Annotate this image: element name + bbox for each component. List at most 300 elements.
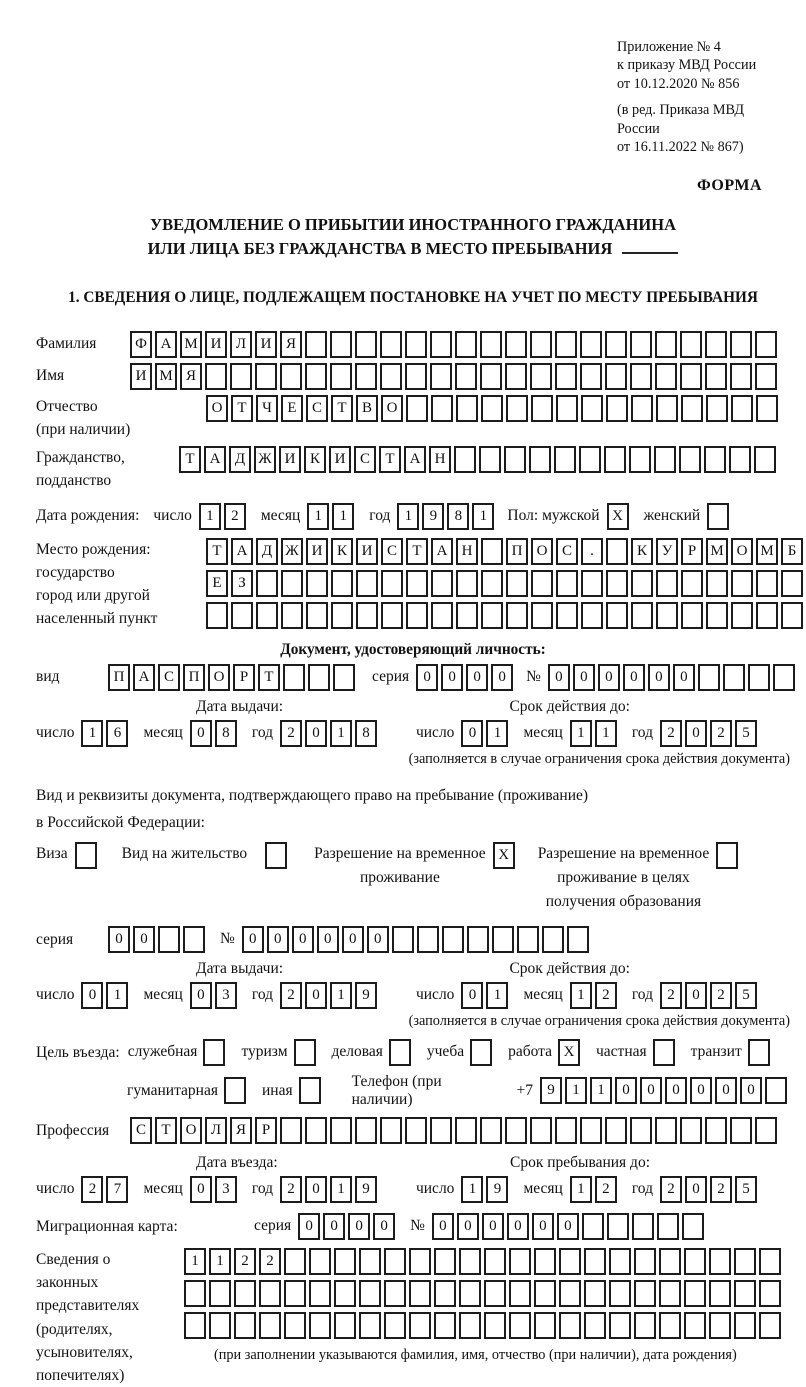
form-cell[interactable]: И bbox=[356, 538, 378, 565]
form-cell[interactable]: 1 bbox=[595, 720, 617, 747]
form-cell[interactable] bbox=[230, 363, 252, 390]
form-cell[interactable] bbox=[705, 1117, 727, 1144]
form-cell[interactable]: 0 bbox=[342, 926, 364, 953]
form-cell[interactable]: 0 bbox=[740, 1077, 762, 1104]
form-cell[interactable] bbox=[580, 363, 602, 390]
form-cell[interactable] bbox=[730, 1117, 752, 1144]
form-cell[interactable] bbox=[430, 1117, 452, 1144]
form-cell[interactable]: 9 bbox=[355, 982, 377, 1009]
form-cell[interactable] bbox=[634, 1280, 656, 1307]
form-cell[interactable] bbox=[384, 1312, 406, 1339]
form-cell[interactable] bbox=[709, 1280, 731, 1307]
form-cell[interactable] bbox=[481, 602, 503, 629]
form-cell[interactable] bbox=[209, 1312, 231, 1339]
form-cell[interactable] bbox=[484, 1312, 506, 1339]
form-cell[interactable]: 0 bbox=[665, 1077, 687, 1104]
form-cell[interactable] bbox=[606, 395, 628, 422]
form-cell[interactable]: 0 bbox=[190, 982, 212, 1009]
form-cell[interactable] bbox=[765, 1077, 787, 1104]
form-cell[interactable] bbox=[455, 363, 477, 390]
form-cell[interactable] bbox=[530, 1117, 552, 1144]
form-cell[interactable] bbox=[605, 363, 627, 390]
form-cell[interactable] bbox=[306, 570, 328, 597]
form-cell[interactable] bbox=[756, 395, 778, 422]
form-cell[interactable] bbox=[481, 538, 503, 565]
form-cell[interactable]: 9 bbox=[486, 1176, 508, 1203]
form-cell[interactable] bbox=[634, 1248, 656, 1275]
form-cell[interactable] bbox=[158, 926, 180, 953]
form-cell[interactable]: 2 bbox=[280, 1176, 302, 1203]
form-cell[interactable] bbox=[531, 602, 553, 629]
form-cell[interactable] bbox=[430, 363, 452, 390]
form-cell[interactable] bbox=[479, 446, 501, 473]
form-cell[interactable]: А bbox=[231, 538, 253, 565]
form-cell[interactable] bbox=[556, 570, 578, 597]
form-cell[interactable]: 1 bbox=[330, 720, 352, 747]
form-cell[interactable] bbox=[706, 395, 728, 422]
form-cell[interactable] bbox=[567, 926, 589, 953]
form-cell[interactable] bbox=[384, 1248, 406, 1275]
form-cell[interactable] bbox=[680, 1117, 702, 1144]
form-cell[interactable] bbox=[355, 363, 377, 390]
form-cell[interactable] bbox=[659, 1312, 681, 1339]
form-cell[interactable] bbox=[698, 664, 720, 691]
form-cell[interactable] bbox=[705, 363, 727, 390]
form-cell[interactable] bbox=[384, 1280, 406, 1307]
form-cell[interactable] bbox=[684, 1248, 706, 1275]
form-cell[interactable]: 2 bbox=[660, 720, 682, 747]
form-cell[interactable] bbox=[606, 602, 628, 629]
form-cell[interactable] bbox=[184, 1312, 206, 1339]
form-cell[interactable]: 1 bbox=[590, 1077, 612, 1104]
form-cell[interactable] bbox=[605, 1117, 627, 1144]
form-cell[interactable] bbox=[359, 1280, 381, 1307]
form-cell[interactable] bbox=[657, 1213, 679, 1240]
form-cell[interactable]: А bbox=[404, 446, 426, 473]
form-cell[interactable]: 0 bbox=[685, 982, 707, 1009]
form-cell[interactable]: С bbox=[306, 395, 328, 422]
form-cell[interactable] bbox=[305, 331, 327, 358]
form-cell[interactable]: 0 bbox=[373, 1213, 395, 1240]
form-cell[interactable] bbox=[730, 363, 752, 390]
form-cell[interactable] bbox=[609, 1248, 631, 1275]
form-cell[interactable] bbox=[659, 1280, 681, 1307]
form-cell[interactable]: Л bbox=[230, 331, 252, 358]
form-cell[interactable]: Н bbox=[456, 538, 478, 565]
form-cell[interactable]: О bbox=[208, 664, 230, 691]
form-cell[interactable] bbox=[256, 570, 278, 597]
form-cell[interactable]: 5 bbox=[735, 982, 757, 1009]
form-cell[interactable]: 0 bbox=[623, 664, 645, 691]
form-cell[interactable]: 5 bbox=[735, 720, 757, 747]
form-cell[interactable]: 1 bbox=[397, 503, 419, 530]
form-cell[interactable]: 2 bbox=[224, 503, 246, 530]
form-cell[interactable]: 0 bbox=[323, 1213, 345, 1240]
form-cell[interactable]: . bbox=[581, 538, 603, 565]
form-cell[interactable]: 0 bbox=[648, 664, 670, 691]
form-cell[interactable]: Н bbox=[429, 446, 451, 473]
form-cell[interactable]: 0 bbox=[81, 982, 103, 1009]
form-cell[interactable]: X bbox=[607, 503, 629, 530]
form-cell[interactable] bbox=[580, 331, 602, 358]
form-cell[interactable] bbox=[681, 395, 703, 422]
form-cell[interactable]: Е bbox=[206, 570, 228, 597]
form-cell[interactable]: К bbox=[631, 538, 653, 565]
form-cell[interactable] bbox=[183, 926, 205, 953]
form-cell[interactable]: П bbox=[108, 664, 130, 691]
form-cell[interactable] bbox=[381, 570, 403, 597]
form-cell[interactable] bbox=[309, 1312, 331, 1339]
form-cell[interactable] bbox=[630, 363, 652, 390]
form-cell[interactable] bbox=[356, 570, 378, 597]
form-cell[interactable] bbox=[716, 842, 738, 869]
form-cell[interactable]: 0 bbox=[305, 982, 327, 1009]
form-cell[interactable] bbox=[284, 1280, 306, 1307]
form-cell[interactable]: 1 bbox=[184, 1248, 206, 1275]
form-cell[interactable]: Т bbox=[379, 446, 401, 473]
form-cell[interactable] bbox=[280, 363, 302, 390]
form-cell[interactable] bbox=[531, 570, 553, 597]
form-cell[interactable] bbox=[581, 570, 603, 597]
form-cell[interactable]: 0 bbox=[133, 926, 155, 953]
form-cell[interactable] bbox=[755, 331, 777, 358]
form-cell[interactable] bbox=[417, 926, 439, 953]
form-cell[interactable] bbox=[656, 570, 678, 597]
form-cell[interactable] bbox=[582, 1213, 604, 1240]
form-cell[interactable] bbox=[455, 331, 477, 358]
form-cell[interactable] bbox=[406, 570, 428, 597]
form-cell[interactable] bbox=[709, 1312, 731, 1339]
form-cell[interactable]: 0 bbox=[267, 926, 289, 953]
form-cell[interactable] bbox=[606, 538, 628, 565]
form-cell[interactable] bbox=[299, 1077, 321, 1104]
form-cell[interactable] bbox=[456, 602, 478, 629]
form-cell[interactable]: 0 bbox=[557, 1213, 579, 1240]
form-cell[interactable] bbox=[730, 331, 752, 358]
form-cell[interactable] bbox=[355, 1117, 377, 1144]
form-cell[interactable]: 6 bbox=[106, 720, 128, 747]
form-cell[interactable]: 0 bbox=[317, 926, 339, 953]
form-cell[interactable]: 2 bbox=[710, 1176, 732, 1203]
form-cell[interactable] bbox=[459, 1280, 481, 1307]
form-cell[interactable] bbox=[748, 664, 770, 691]
form-cell[interactable]: С bbox=[354, 446, 376, 473]
form-cell[interactable] bbox=[431, 570, 453, 597]
form-cell[interactable] bbox=[731, 395, 753, 422]
form-cell[interactable] bbox=[707, 503, 729, 530]
form-cell[interactable]: И bbox=[130, 363, 152, 390]
form-cell[interactable] bbox=[531, 395, 553, 422]
form-cell[interactable] bbox=[530, 363, 552, 390]
form-cell[interactable] bbox=[517, 926, 539, 953]
form-cell[interactable] bbox=[334, 1280, 356, 1307]
form-cell[interactable]: Ф bbox=[130, 331, 152, 358]
form-cell[interactable]: С bbox=[381, 538, 403, 565]
form-cell[interactable]: 1 bbox=[486, 982, 508, 1009]
form-cell[interactable]: 2 bbox=[259, 1248, 281, 1275]
form-cell[interactable] bbox=[706, 570, 728, 597]
form-cell[interactable]: Ч bbox=[256, 395, 278, 422]
form-cell[interactable]: 0 bbox=[298, 1213, 320, 1240]
form-cell[interactable] bbox=[380, 331, 402, 358]
form-cell[interactable]: 2 bbox=[660, 982, 682, 1009]
form-cell[interactable] bbox=[681, 570, 703, 597]
form-cell[interactable] bbox=[505, 331, 527, 358]
form-cell[interactable]: 0 bbox=[348, 1213, 370, 1240]
form-cell[interactable] bbox=[581, 602, 603, 629]
form-cell[interactable]: Л bbox=[205, 1117, 227, 1144]
form-cell[interactable] bbox=[431, 395, 453, 422]
form-cell[interactable] bbox=[306, 602, 328, 629]
form-cell[interactable] bbox=[456, 570, 478, 597]
form-cell[interactable]: X bbox=[558, 1039, 580, 1066]
form-cell[interactable]: О bbox=[180, 1117, 202, 1144]
form-cell[interactable] bbox=[731, 570, 753, 597]
form-cell[interactable]: 9 bbox=[355, 1176, 377, 1203]
form-cell[interactable]: 1 bbox=[330, 982, 352, 1009]
form-cell[interactable] bbox=[409, 1248, 431, 1275]
form-cell[interactable]: 0 bbox=[108, 926, 130, 953]
form-cell[interactable] bbox=[234, 1312, 256, 1339]
form-cell[interactable]: Т bbox=[231, 395, 253, 422]
form-cell[interactable]: 2 bbox=[234, 1248, 256, 1275]
form-cell[interactable] bbox=[442, 926, 464, 953]
form-cell[interactable] bbox=[759, 1248, 781, 1275]
form-cell[interactable]: 0 bbox=[461, 982, 483, 1009]
form-cell[interactable]: 1 bbox=[570, 982, 592, 1009]
form-cell[interactable] bbox=[755, 1117, 777, 1144]
form-cell[interactable] bbox=[555, 1117, 577, 1144]
form-cell[interactable]: В bbox=[356, 395, 378, 422]
form-cell[interactable] bbox=[454, 446, 476, 473]
form-cell[interactable] bbox=[409, 1312, 431, 1339]
form-cell[interactable]: А bbox=[431, 538, 453, 565]
form-cell[interactable]: А bbox=[155, 331, 177, 358]
form-cell[interactable]: М bbox=[155, 363, 177, 390]
form-cell[interactable] bbox=[781, 602, 803, 629]
form-cell[interactable]: 0 bbox=[573, 664, 595, 691]
form-cell[interactable] bbox=[709, 1248, 731, 1275]
form-cell[interactable]: 8 bbox=[447, 503, 469, 530]
form-cell[interactable]: 0 bbox=[466, 664, 488, 691]
form-cell[interactable]: 0 bbox=[685, 720, 707, 747]
form-cell[interactable]: 0 bbox=[432, 1213, 454, 1240]
form-cell[interactable]: О bbox=[531, 538, 553, 565]
form-cell[interactable] bbox=[431, 602, 453, 629]
form-cell[interactable] bbox=[731, 602, 753, 629]
form-cell[interactable] bbox=[481, 395, 503, 422]
form-cell[interactable] bbox=[754, 446, 776, 473]
form-cell[interactable] bbox=[656, 602, 678, 629]
form-cell[interactable]: Т bbox=[406, 538, 428, 565]
form-cell[interactable] bbox=[559, 1248, 581, 1275]
form-cell[interactable]: С bbox=[130, 1117, 152, 1144]
form-cell[interactable] bbox=[584, 1248, 606, 1275]
form-cell[interactable] bbox=[284, 1248, 306, 1275]
form-cell[interactable] bbox=[659, 1248, 681, 1275]
form-cell[interactable]: 1 bbox=[461, 1176, 483, 1203]
form-cell[interactable] bbox=[480, 363, 502, 390]
form-cell[interactable]: Р bbox=[255, 1117, 277, 1144]
form-cell[interactable]: 0 bbox=[482, 1213, 504, 1240]
form-cell[interactable] bbox=[609, 1280, 631, 1307]
form-cell[interactable] bbox=[579, 446, 601, 473]
form-cell[interactable] bbox=[308, 664, 330, 691]
form-cell[interactable] bbox=[581, 395, 603, 422]
form-cell[interactable]: 0 bbox=[441, 664, 463, 691]
form-cell[interactable] bbox=[283, 664, 305, 691]
form-cell[interactable] bbox=[555, 331, 577, 358]
form-cell[interactable]: 1 bbox=[570, 720, 592, 747]
form-cell[interactable] bbox=[680, 331, 702, 358]
form-cell[interactable] bbox=[604, 446, 626, 473]
form-cell[interactable]: 3 bbox=[215, 1176, 237, 1203]
form-cell[interactable] bbox=[406, 602, 428, 629]
form-cell[interactable] bbox=[281, 602, 303, 629]
form-cell[interactable] bbox=[534, 1280, 556, 1307]
form-cell[interactable] bbox=[680, 363, 702, 390]
form-cell[interactable]: 2 bbox=[595, 982, 617, 1009]
form-cell[interactable] bbox=[330, 1117, 352, 1144]
form-cell[interactable]: О bbox=[731, 538, 753, 565]
form-cell[interactable] bbox=[405, 1117, 427, 1144]
form-cell[interactable] bbox=[755, 363, 777, 390]
form-cell[interactable] bbox=[389, 1039, 411, 1066]
form-cell[interactable] bbox=[679, 446, 701, 473]
form-cell[interactable] bbox=[630, 1117, 652, 1144]
form-cell[interactable] bbox=[706, 602, 728, 629]
form-cell[interactable]: 0 bbox=[598, 664, 620, 691]
form-cell[interactable] bbox=[584, 1312, 606, 1339]
form-cell[interactable] bbox=[481, 570, 503, 597]
form-cell[interactable] bbox=[434, 1280, 456, 1307]
form-cell[interactable] bbox=[684, 1280, 706, 1307]
form-cell[interactable]: 0 bbox=[685, 1176, 707, 1203]
form-cell[interactable]: 0 bbox=[457, 1213, 479, 1240]
form-cell[interactable]: 1 bbox=[486, 720, 508, 747]
form-cell[interactable] bbox=[684, 1312, 706, 1339]
form-cell[interactable]: 0 bbox=[292, 926, 314, 953]
form-cell[interactable] bbox=[781, 570, 803, 597]
form-cell[interactable]: 0 bbox=[690, 1077, 712, 1104]
form-cell[interactable] bbox=[559, 1280, 581, 1307]
form-cell[interactable]: Ж bbox=[254, 446, 276, 473]
form-cell[interactable] bbox=[559, 1312, 581, 1339]
form-cell[interactable] bbox=[605, 331, 627, 358]
form-cell[interactable] bbox=[234, 1280, 256, 1307]
form-cell[interactable] bbox=[484, 1248, 506, 1275]
form-cell[interactable]: 7 bbox=[106, 1176, 128, 1203]
form-cell[interactable] bbox=[459, 1248, 481, 1275]
form-cell[interactable] bbox=[759, 1280, 781, 1307]
form-cell[interactable] bbox=[723, 664, 745, 691]
form-cell[interactable] bbox=[406, 395, 428, 422]
form-cell[interactable] bbox=[654, 446, 676, 473]
form-cell[interactable]: П bbox=[183, 664, 205, 691]
form-cell[interactable]: 0 bbox=[305, 1176, 327, 1203]
form-cell[interactable] bbox=[756, 602, 778, 629]
form-cell[interactable]: 2 bbox=[660, 1176, 682, 1203]
form-cell[interactable] bbox=[773, 664, 795, 691]
form-cell[interactable] bbox=[284, 1312, 306, 1339]
form-cell[interactable] bbox=[470, 1039, 492, 1066]
form-cell[interactable]: Я bbox=[280, 331, 302, 358]
form-cell[interactable] bbox=[356, 602, 378, 629]
form-cell[interactable] bbox=[334, 1312, 356, 1339]
form-cell[interactable] bbox=[330, 363, 352, 390]
form-cell[interactable] bbox=[309, 1280, 331, 1307]
form-cell[interactable] bbox=[631, 570, 653, 597]
form-cell[interactable] bbox=[705, 331, 727, 358]
form-cell[interactable] bbox=[631, 395, 653, 422]
form-cell[interactable]: 0 bbox=[242, 926, 264, 953]
form-cell[interactable]: Я bbox=[230, 1117, 252, 1144]
form-cell[interactable]: Р bbox=[233, 664, 255, 691]
form-cell[interactable] bbox=[609, 1312, 631, 1339]
form-cell[interactable]: 2 bbox=[81, 1176, 103, 1203]
form-cell[interactable]: 2 bbox=[595, 1176, 617, 1203]
form-cell[interactable] bbox=[331, 570, 353, 597]
form-cell[interactable] bbox=[655, 363, 677, 390]
form-cell[interactable] bbox=[231, 602, 253, 629]
form-cell[interactable]: 0 bbox=[416, 664, 438, 691]
form-cell[interactable] bbox=[506, 570, 528, 597]
form-cell[interactable] bbox=[484, 1280, 506, 1307]
form-cell[interactable]: 1 bbox=[81, 720, 103, 747]
form-cell[interactable]: А bbox=[133, 664, 155, 691]
form-cell[interactable]: 9 bbox=[422, 503, 444, 530]
form-cell[interactable]: 1 bbox=[472, 503, 494, 530]
form-cell[interactable] bbox=[455, 1117, 477, 1144]
form-cell[interactable] bbox=[359, 1248, 381, 1275]
form-cell[interactable]: 0 bbox=[190, 1176, 212, 1203]
form-cell[interactable] bbox=[542, 926, 564, 953]
form-cell[interactable]: И bbox=[306, 538, 328, 565]
form-cell[interactable]: У bbox=[656, 538, 678, 565]
form-cell[interactable]: 0 bbox=[305, 720, 327, 747]
form-cell[interactable] bbox=[529, 446, 551, 473]
form-cell[interactable]: И bbox=[329, 446, 351, 473]
form-cell[interactable] bbox=[681, 602, 703, 629]
form-cell[interactable] bbox=[255, 363, 277, 390]
form-cell[interactable] bbox=[392, 926, 414, 953]
form-cell[interactable]: 0 bbox=[461, 720, 483, 747]
form-cell[interactable] bbox=[634, 1312, 656, 1339]
form-cell[interactable]: 5 bbox=[735, 1176, 757, 1203]
form-cell[interactable] bbox=[203, 1039, 225, 1066]
form-cell[interactable] bbox=[630, 331, 652, 358]
form-cell[interactable] bbox=[704, 446, 726, 473]
form-cell[interactable]: И bbox=[279, 446, 301, 473]
form-cell[interactable]: Я bbox=[180, 363, 202, 390]
form-cell[interactable] bbox=[606, 570, 628, 597]
form-cell[interactable] bbox=[509, 1312, 531, 1339]
form-cell[interactable] bbox=[224, 1077, 246, 1104]
form-cell[interactable]: 1 bbox=[332, 503, 354, 530]
form-cell[interactable]: О bbox=[381, 395, 403, 422]
form-cell[interactable] bbox=[309, 1248, 331, 1275]
form-cell[interactable]: М bbox=[756, 538, 778, 565]
form-cell[interactable] bbox=[629, 446, 651, 473]
form-cell[interactable]: 1 bbox=[307, 503, 329, 530]
form-cell[interactable] bbox=[556, 395, 578, 422]
form-cell[interactable] bbox=[506, 395, 528, 422]
form-cell[interactable] bbox=[756, 570, 778, 597]
form-cell[interactable] bbox=[331, 602, 353, 629]
form-cell[interactable]: С bbox=[158, 664, 180, 691]
form-cell[interactable] bbox=[205, 363, 227, 390]
form-cell[interactable] bbox=[434, 1248, 456, 1275]
